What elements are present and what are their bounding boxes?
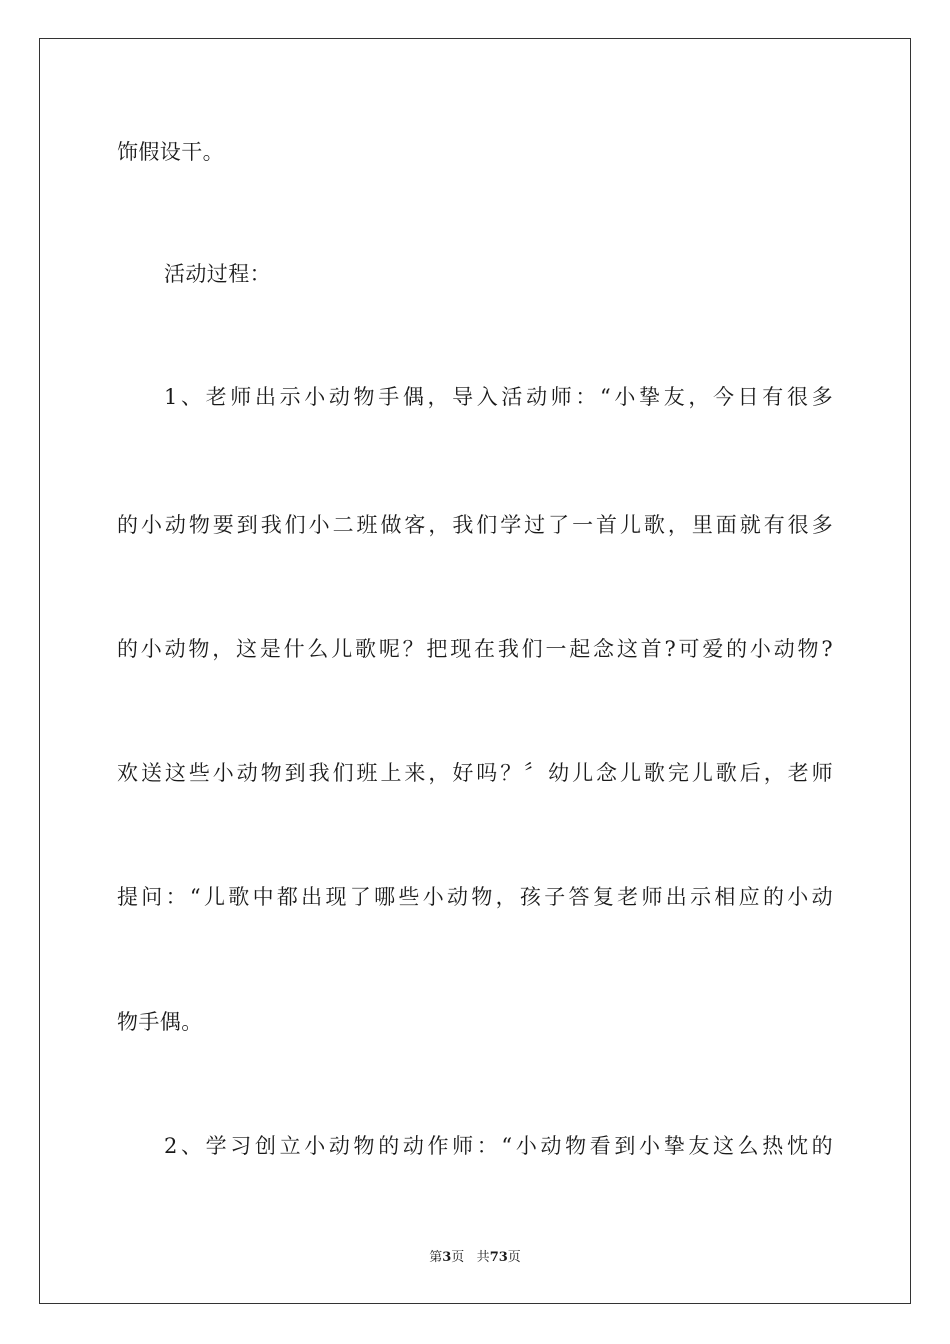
footer-total-suffix: 页 [507, 1250, 521, 1265]
text-line-8: 物手偶。 [117, 1010, 203, 1034]
text-line-4: 的小动物要到我们小二班做客，我们学过了一首儿歌，里面就有很多 [117, 513, 833, 537]
section-heading: 活动过程： [164, 262, 271, 286]
footer-page-suffix: 页 [451, 1250, 465, 1265]
footer-total-pages: 73 [489, 1250, 508, 1265]
text-line-7: 提问：“儿歌中都出现了哪些小动物，孩子答复老师出示相应的小动 [117, 885, 833, 909]
footer-page-prefix: 第 [429, 1250, 443, 1265]
footer-page-number: 3 [442, 1250, 452, 1265]
page-frame [39, 38, 911, 1304]
text-line-6: 欢送这些小动物到我们班上来，好吗？〞幼儿念儿歌完儿歌后，老师 [117, 761, 833, 785]
page-footer [0, 1250, 950, 1266]
text-line-1: 饰假设干。 [117, 140, 224, 164]
text-line-5: 的小动物，这是什么儿歌呢？把现在我们一起念这首?可爱的小动物? [117, 637, 833, 661]
text-line-3: 1、老师出示小动物手偶，导入活动师：“小挚友，今日有很多 [164, 385, 833, 409]
text-line-9: 2、学习创立小动物的动作师：“小动物看到小挚友这么热忱的 [164, 1134, 833, 1158]
footer-total-prefix: 共 [476, 1250, 490, 1265]
